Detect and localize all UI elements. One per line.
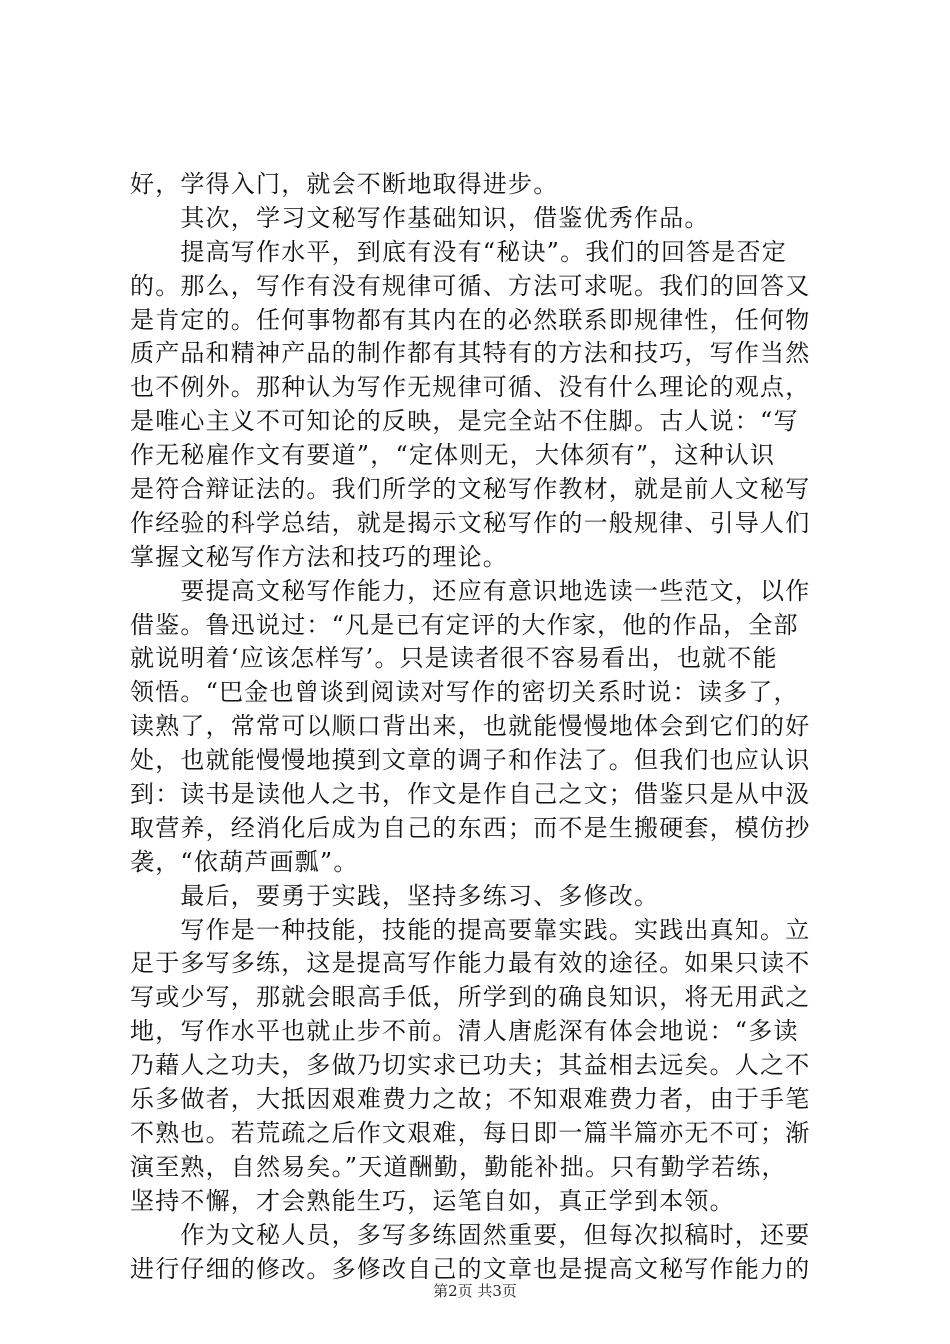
text-line: 演至熟，自然易矣。”天道酬勤，勤能补拙。只有勤学若练， bbox=[130, 1152, 787, 1181]
text-line: 处，也就能慢慢地摸到文章的调子和作法了。但我们也应认识 bbox=[130, 746, 811, 775]
text-line: 掌握文秘写作方法和技巧的理论。 bbox=[130, 542, 508, 571]
text-line: 是唯心主义不可知论的反映，是完全站不住脚。古人说：“写 bbox=[130, 407, 799, 436]
text-line: 也不例外。那种认为写作无规律可循、没有什么理论的观点， bbox=[130, 373, 811, 402]
text-line: 的。那么，写作有没有规律可循、方法可求呢。我们的回答又 bbox=[130, 271, 811, 300]
text-line: 好，学得入门，就会不断地取得进步。 bbox=[130, 170, 559, 198]
text-line: 就说明着‘应该怎样写’。只是读者很不容易看出，也就不能 bbox=[130, 644, 778, 673]
text-line: 最后，要勇于实践，坚持多练习、多修改。 bbox=[130, 881, 660, 910]
text-line: 写或少写，那就会眼高手低，所学到的确良知识，将无用武之 bbox=[130, 983, 811, 1012]
text-line: 乐多做者，大抵因艰难费力之故；不知艰难费力者，由于手笔 bbox=[130, 1085, 811, 1114]
text-line: 到：读书是读他人之书，作文是作自己之文；借鉴只是从中汲 bbox=[130, 780, 811, 809]
text-line: 取营养，经消化后成为自己的东西；而不是生搬硬套，模仿抄 bbox=[130, 813, 811, 842]
text-line: 作经验的科学总结，就是揭示文秘写作的一般规律、引导人们 bbox=[130, 508, 811, 537]
text-line: 是肯定的。任何事物都有其内在的必然联系即规律性，任何物 bbox=[130, 305, 811, 334]
text-line: 读熟了，常常可以顺口背出来，也就能慢慢地体会到它们的好 bbox=[130, 712, 811, 741]
text-line: 其次，学习文秘写作基础知识，借鉴优秀作品。 bbox=[130, 203, 710, 232]
text-line: 作为文秘人员，多写多练固然重要，但每次拟稿时，还要 bbox=[130, 1220, 811, 1249]
text-line: 足于多写多练，这是提高写作能力最有效的途径。如果只读不 bbox=[130, 949, 811, 978]
text-line: 作无秘雇作文有要道”，“定体则无，大体须有”，这种认识 bbox=[130, 441, 776, 470]
text-line: 乃藉人之功夫，多做乃切实求已功夫；其益相去远矣。人之不 bbox=[130, 1051, 811, 1080]
text-line: 质产品和精神产品的制作都有其特有的方法和技巧，写作当然 bbox=[130, 339, 811, 368]
text-line: 借鉴。鲁迅说过：“凡是已有定评的大作家，他的作品，全部 bbox=[130, 610, 799, 639]
text-line: 是符合辩证法的。我们所学的文秘写作教材，就是前人文秘写 bbox=[130, 475, 811, 504]
text-line: 写作是一种技能，技能的提高要靠实践。实践出真知。立 bbox=[130, 915, 811, 944]
text-line: 要提高文秘写作能力，还应有意识地选读一些范文，以作 bbox=[130, 576, 811, 605]
body-text bbox=[130, 168, 830, 1286]
text-line: 地，写作水平也就止步不前。清人唐彪深有体会地说：“多读 bbox=[130, 1017, 799, 1046]
page-footer: 第2页 共3页 bbox=[433, 1282, 517, 1300]
text-line: 坚持不懈，才会熟能生巧，运笔自如，真正学到本领。 bbox=[130, 1186, 735, 1215]
text-line: 不熟也。若荒疏之后作文艰难，每日即一篇半篇亦无不可；渐 bbox=[130, 1118, 811, 1147]
text-line: 袭，“依葫芦画瓢”。 bbox=[130, 847, 359, 876]
text-line: 领悟。“巴金也曾谈到阅读对写作的密切关系时说：读多了， bbox=[130, 678, 799, 707]
text-line: 提高写作水平，到底有没有“秘诀”。我们的回答是否定 bbox=[130, 237, 787, 266]
text-line: 进行仔细的修改。多修改自己的文章也是提高文秘写作能力的 bbox=[130, 1254, 811, 1283]
